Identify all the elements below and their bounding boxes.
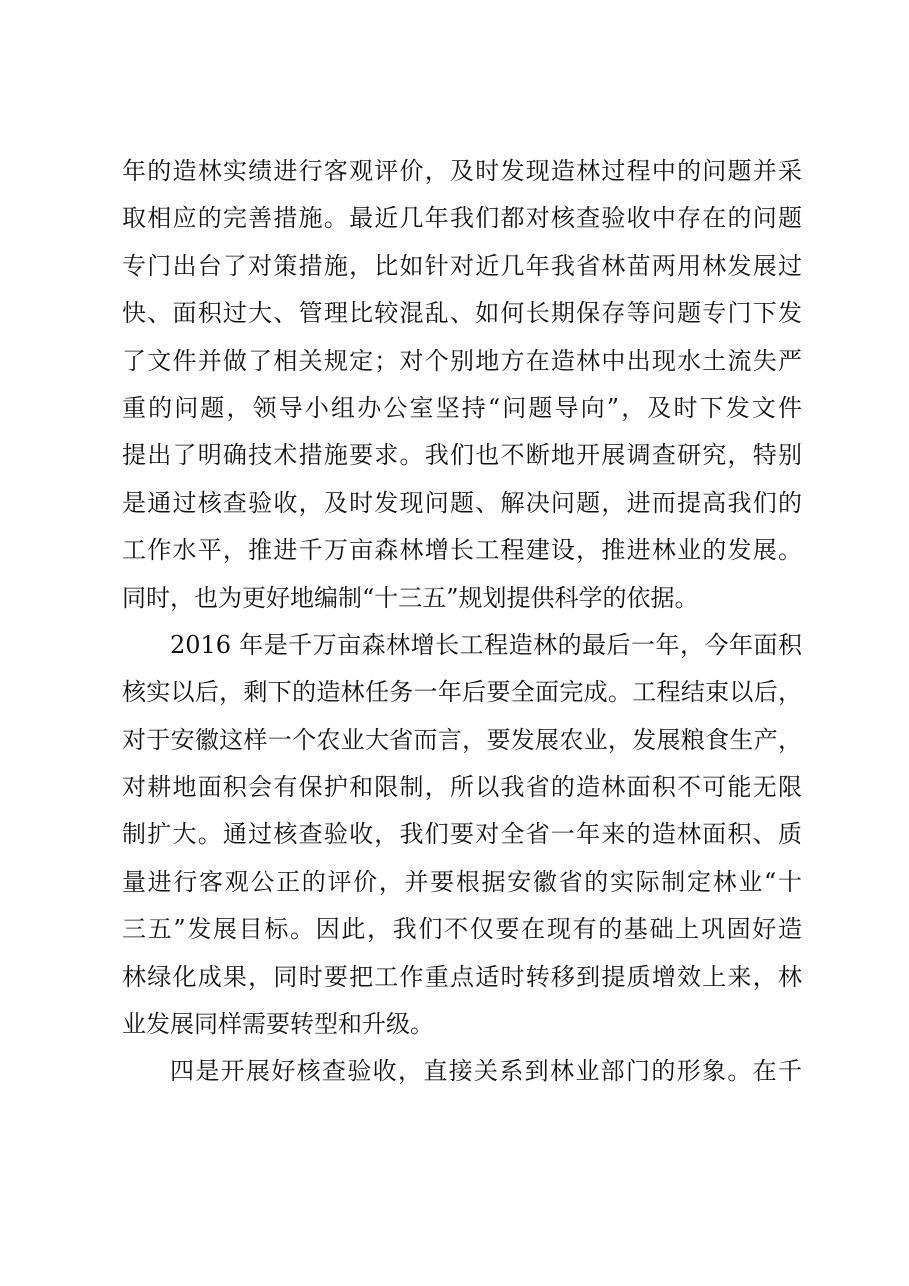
text-line: 年的造林实绩进行客观评价，及时发现造林过程中的问题并采 xyxy=(122,157,802,185)
text-line: 2016 年是千万亩森林增长工程造林的最后一年，今年面积 xyxy=(170,630,802,659)
text-line: 制扩大。通过核查验收，我们要对全省一年来的造林面积、质 xyxy=(122,820,802,849)
text-line: 专门出台了对策措施，比如针对近几年我省林苗两用林发展过 xyxy=(122,251,802,280)
text-line: 林绿化成果，同时要把工作重点适时转移到提质增效上来，林 xyxy=(122,962,802,991)
text-line: 提出了明确技术措施要求。我们也不断地开展调查研究，特别 xyxy=(122,441,802,470)
text-line: 了文件并做了相关规定；对个别地方在造林中出现水土流失严 xyxy=(122,346,802,375)
paragraph-2 xyxy=(122,622,802,1049)
paragraph-1 xyxy=(122,148,802,622)
text-line: 业发展同样需要转型和升级。 xyxy=(122,1010,434,1039)
text-line: 四是开展好核查验收，直接关系到林业部门的形象。在千 xyxy=(170,1057,802,1086)
text-line: 量进行客观公正的评价，并要根据安徽省的实际制定林业“十 xyxy=(122,867,802,896)
text-line: 对耕地面积会有保护和限制，所以我省的造林面积不可能无限 xyxy=(122,773,802,802)
text-line: 工作水平，推进千万亩森林增长工程建设，推进林业的发展。 xyxy=(122,536,802,565)
text-line: 快、面积过大、管理比较混乱、如何长期保存等问题专门下发 xyxy=(122,299,802,328)
text-line: 对于安徽这样一个农业大省而言，要发展农业，发展粮食生产， xyxy=(122,725,802,754)
document-body xyxy=(122,148,802,1096)
paragraph-3 xyxy=(122,1048,802,1095)
text-line: 同时，也为更好地编制“十三五”规划提供科学的依据。 xyxy=(122,583,699,612)
text-line: 核实以后，剩下的造林任务一年后要全面完成。工程结束以后， xyxy=(122,678,802,707)
text-line: 是通过核查验收，及时发现问题、解决问题，进而提高我们的 xyxy=(122,488,802,517)
text-line: 取相应的完善措施。最近几年我们都对核查验收中存在的问题 xyxy=(122,204,802,233)
text-line: 重的问题，领导小组办公室坚持“问题导向”，及时下发文件 xyxy=(122,393,802,422)
text-line: 三五”发展目标。因此，我们不仅要在现有的基础上巩固好造 xyxy=(122,915,802,944)
